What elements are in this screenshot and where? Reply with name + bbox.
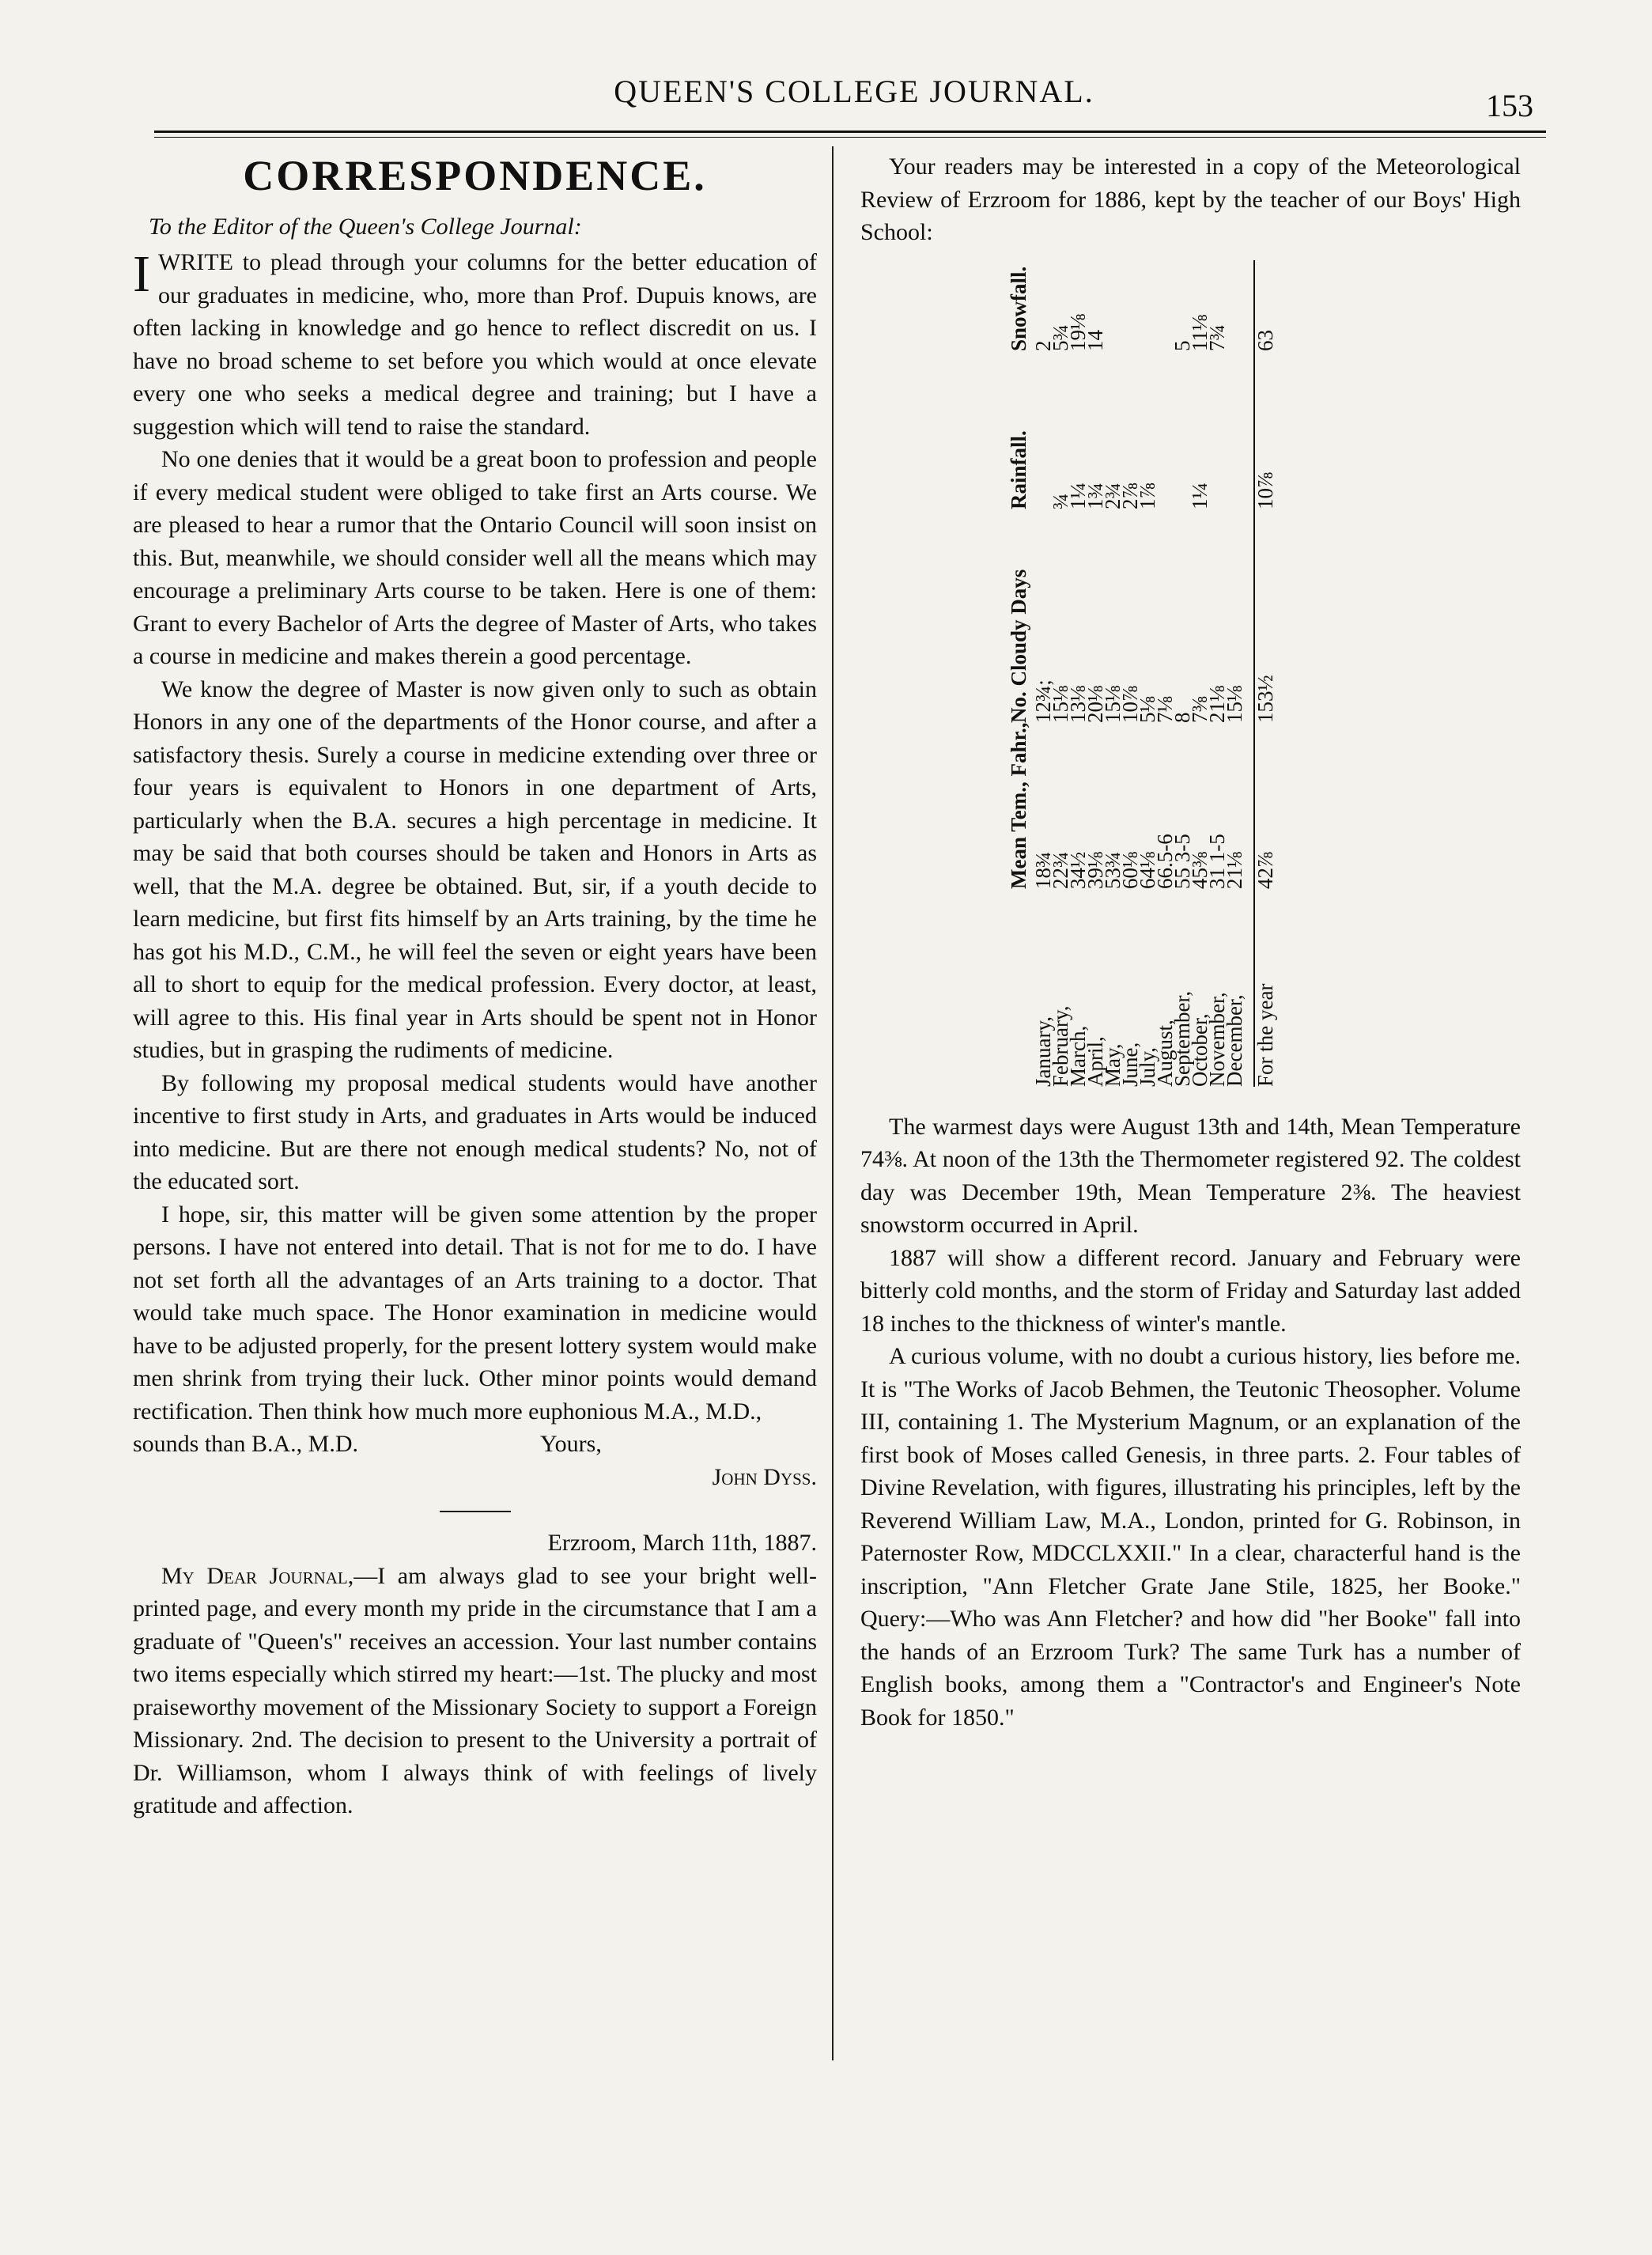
cell-cloud: 21⅛ [1204, 685, 1229, 723]
cell-month: December, [1222, 993, 1246, 1087]
letter1-salutation: To the Editor of the Queen's College Journal: [149, 213, 582, 240]
cell-rain: 1¼ [1187, 482, 1212, 509]
right-column [860, 150, 1521, 1734]
cell-temp: 39⅛ [1083, 851, 1107, 889]
cell-temp: 21⅛ [1222, 851, 1246, 889]
total-temp: 42⅞ [1253, 723, 1276, 889]
cell-snow: 5¾ [1048, 323, 1072, 351]
cell-cloud: 13⅛ [1065, 685, 1090, 723]
running-head: QUEEN'S COLLEGE JOURNAL. [614, 74, 1094, 109]
cell-month: July, [1135, 1046, 1159, 1087]
letter2-p1-text: —I am always glad to see your bright well-printed page, and every month my pride in the circumstance that I am a graduate of "Queen's" receives an accession. Your last number contains two items especially which stirred my heart:—1st. The plucky and most praiseworthy movement of the Missionary Society to support a Foreign Missionary. 2nd. The decision to present to the University a portrait of Dr. Williamson, whom I always think of with feelings of lively gratitude and affection. [133, 1562, 817, 1818]
cell-snow: 11⅛ [1187, 314, 1212, 351]
cell-month: January, [1030, 1016, 1055, 1087]
cell-temp: 34½ [1065, 851, 1090, 889]
cell-cloud: 7⅜ [1187, 695, 1212, 723]
cell-rain: 1¼ [1065, 482, 1090, 509]
total-cloud: 153½ [1253, 509, 1276, 723]
cell-rain: 2¾ [1100, 482, 1125, 509]
cell-rain: 1⅞ [1135, 482, 1159, 509]
header-rule-thin [154, 137, 1546, 138]
letter2-paragraph-2: Your readers may be interested in a copy of the Meteorological Review of Erzroom for 1886, kept by the teacher of our Boys' High School: [860, 153, 1521, 245]
cell-cloud: 7⅛ [1152, 695, 1177, 723]
cell-cloud: 5⅛ [1135, 695, 1159, 723]
header-cloud: No. Cloudy Days [1006, 569, 1030, 723]
letter1-signature: John Dyss. [712, 1463, 817, 1490]
letter1-paragraph-5: I hope, sir, this matter will be given some attention by the proper persons. I have not entered into detail. That is not for me to do. I have not set forth all the advantages of an Arts training to a doctor. That would take much space. The Honor examination in medicine would have to be adjusted properly, for the present lottery system would make men shrink from trying their luck. Other minor points would demand rectification. Then think how much more euphonious M.A., M.D., [133, 1201, 817, 1425]
cell-temp: 60⅛ [1117, 851, 1142, 889]
cell-month: March, [1065, 1025, 1090, 1087]
section-title: CORRESPONDENCE. [243, 152, 707, 199]
column-divider [832, 146, 834, 2060]
cell-temp: 66.5-6 [1152, 833, 1177, 889]
letter1-paragraph-4: By following my proposal medical students would have another incentive to first study in Arts, and graduates in Arts would be induced into medicine. But are there not enough medical students? No, not of the educated sort. [133, 1069, 817, 1194]
cell-snow: 7¾ [1204, 323, 1229, 351]
cell-month: May, [1100, 1043, 1125, 1087]
letter2-paragraph-4: 1887 will show a different record. January and February were bitterly cold months, and the storm of Friday and Saturday last added 18 inches to the thickness of winter's mantle. [860, 1244, 1521, 1337]
table-row [1222, 260, 1246, 1087]
cell-month: June, [1117, 1042, 1142, 1087]
cell-temp: 22¾ [1048, 851, 1072, 889]
cell-rain: 1¾ [1083, 482, 1107, 509]
cell-cloud: 15⅛ [1048, 685, 1072, 723]
meteorological-table-rotated [1003, 260, 1335, 1087]
table-header-row [1003, 260, 1034, 1087]
letter1-p1-text: WRITE to plead through your columns for the better education of our graduates in medicine, who, more than Prof. Dupuis knows, are often lacking in knowledge and go hence to reflect discredit on us. I have no broad scheme to set before you which would at once elevate every one who seeks a medical degree and training; but I have a suggestion which will tend to raise the standard. [133, 249, 817, 440]
cell-cloud: 10⅞ [1117, 685, 1142, 723]
cell-cloud: 12¾; [1030, 679, 1055, 723]
page-number: 153 [1486, 88, 1533, 123]
cell-snow: 14 [1083, 329, 1107, 351]
total-snow: 63 [1253, 260, 1276, 351]
cell-temp: 31 1-5 [1204, 833, 1229, 889]
meteorological-table [860, 260, 1521, 1103]
cell-rain: ¾ [1048, 493, 1072, 509]
letter1-paragraph-2: No one denies that it would be a great boon to profession and people if every medical student were obliged to take first an Arts course. We are pleased to hear a rumor that the Ontario Council will soon insist on this. But, meanwhile, we should consider well all the means which may encourage a preliminary Arts course to be taken. Here is one of them: Grant to every Bachelor of Arts the degree of Master of Arts, who takes a course in medicine and makes therein a good percentage. [133, 446, 817, 669]
letter2-dateline: Erzroom, March 11th, 1887. [547, 1530, 817, 1556]
total-label: For the year [1253, 889, 1276, 1087]
letter1-paragraph-3: We know the degree of Master is now given only to such as obtain Honors in any one of the departments of the Honor course, and after a satisfactory thesis. Surely a course in medicine extending over three or four years is equivalent to Honors in one department of Arts, particularly when the B.A. secures a high percentage in medicine. It may be said that both courses should be taken and Honors in Arts as well, that the M.A. degree be obtained. But, sir, if a youth decide to learn medicine, but first fits himself by an Arts training, by the time he has got his M.D., C.M., he will feel the seven or eight years have been all to short to equip for the medical profession. Every doctor, at least, will agree to this. His final year in Arts should be spent not in Honor studies, but in grasping the rudiments of medicine. [133, 675, 817, 1063]
letter2-paragraph-5: A curious volume, with no doubt a curious history, lies before me. It is "The Works of Jacob Behmen, the Teutonic Theosopher. Volume III, containing 1. The Mysterium Magnum, or an explanation of the first book of Moses called Genesis, in three parts. 2. Four tables of Divine Revelation, with figures, illustrating his principles, left by the Reverend William Law, M.A., London, printed for G. Robinson, in Paternoster Row, MDCCLXXII." In a clear, characterful hand is the inscription, "Ann Fletcher Grate Jane Stile, 1825, her Booke." Query:—Who was Ann Fletcher? and how did "her Booke" fall into the hands of an Erzroom Turk? The same Turk has a number of English books, among them a "Contractor's and Engineer's Note Book for 1850." [860, 1343, 1521, 1731]
letter1-p5-end: sounds than B.A., M.D. [133, 1431, 359, 1457]
cell-month: February, [1048, 1005, 1072, 1087]
cell-temp: 55 3-5 [1170, 833, 1194, 889]
letter1-signoff [133, 1428, 817, 1461]
letter2-paragraph-1 [133, 1560, 817, 1822]
header-rule [154, 131, 1546, 133]
cell-month: November, [1204, 991, 1229, 1087]
cell-snow: 5 [1170, 340, 1194, 351]
header-temp: Mean Tem., Fahr., [1006, 721, 1030, 889]
cell-rain: 2⅞ [1117, 482, 1142, 509]
cell-temp: 45⅜ [1187, 851, 1212, 889]
header-snow: Snowfall. [1006, 266, 1030, 351]
total-rain: 10⅞ [1253, 351, 1276, 509]
letter1-paragraph-1 [133, 246, 817, 443]
cell-month: October, [1187, 1012, 1212, 1087]
cell-cloud: 20⅛ [1083, 685, 1107, 723]
drop-cap: I [133, 245, 150, 303]
cell-month: April, [1083, 1035, 1107, 1087]
header-rain: Rainfall. [1006, 429, 1030, 509]
left-column [133, 150, 817, 1822]
cell-cloud: 8 [1170, 712, 1194, 723]
cell-temp: 64⅛ [1135, 851, 1159, 889]
cell-temp: 53¾ [1100, 851, 1125, 889]
letter1-yours: Yours, [540, 1431, 602, 1457]
cell-month: September, [1170, 990, 1194, 1087]
cell-month: August, [1152, 1019, 1177, 1087]
cell-snow: 19⅛ [1065, 313, 1090, 351]
cell-cloud: 15⅛ [1222, 685, 1246, 723]
cell-temp: 18¾ [1030, 851, 1055, 889]
cell-snow: 2 [1030, 340, 1055, 351]
letter2-paragraph-3: The warmest days were August 13th and 14th, Mean Temperature 74⅜. At noon of the 13th the Thermometer registered 92. The coldest day was December 19th, Mean Temperature 2⅜. The heaviest snowstorm occurred in April. [860, 1113, 1521, 1238]
cell-cloud: 15⅛ [1100, 685, 1125, 723]
separator-rule [440, 1511, 511, 1512]
letter2-salutation: My Dear Journal, [161, 1562, 354, 1589]
table-total-row [1253, 260, 1277, 1087]
